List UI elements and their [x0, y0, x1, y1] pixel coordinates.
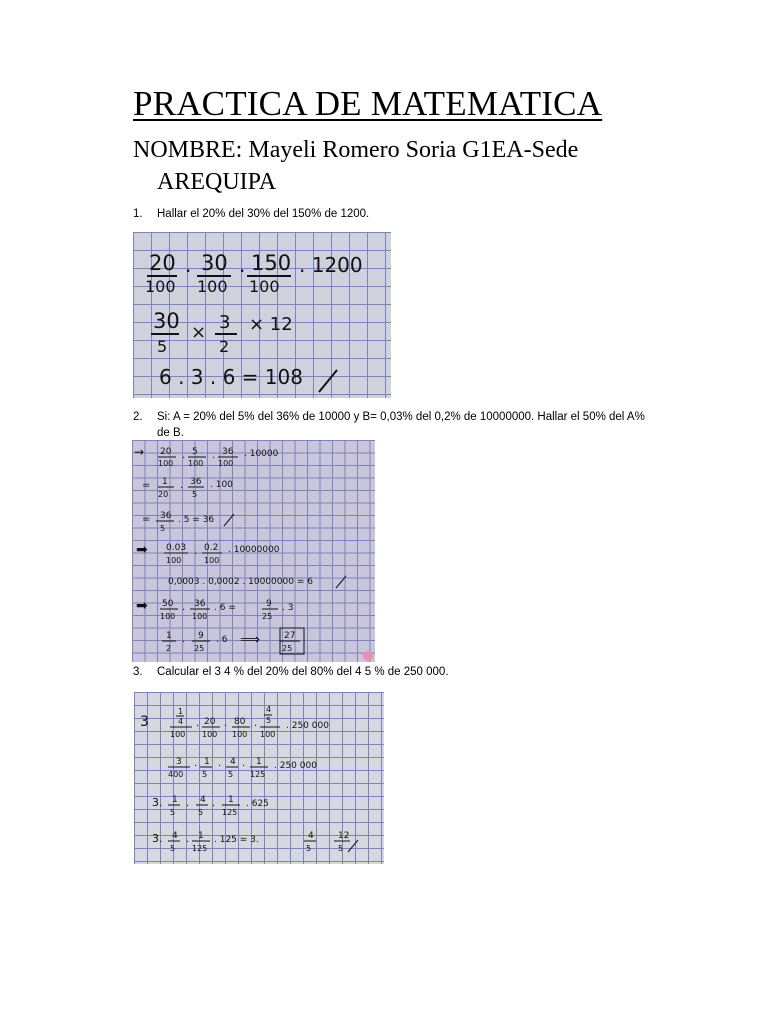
solution-3-handwriting	[134, 692, 384, 864]
hw-2-13: 36	[160, 511, 172, 521]
hw-3-35: 4	[308, 831, 314, 841]
hw-2-14: 5	[160, 524, 166, 533]
hw-2-16: 0.03	[166, 543, 187, 553]
hw-3-26: 1	[228, 795, 234, 805]
hw-2-18: 0.2	[204, 543, 219, 553]
hw-3-12: 3	[176, 757, 182, 767]
svg-text:.: .	[185, 253, 192, 277]
solution-2-handwriting	[132, 440, 375, 662]
svg-text:.: .	[186, 798, 190, 809]
hw-1-9: 5	[157, 337, 168, 356]
hw-1-11: 3	[219, 312, 231, 333]
hw-2-23: 100	[160, 612, 176, 621]
hw-3-15: 5	[202, 770, 208, 779]
hw-3-8: 4	[266, 705, 272, 714]
hw-2-34: . 6	[216, 635, 228, 645]
question-2-number: 2.	[133, 411, 143, 423]
hw-2-4: 100	[188, 459, 204, 468]
student-name	[133, 134, 653, 198]
svg-text:.: .	[212, 450, 216, 461]
hw-2-22: 50	[162, 599, 174, 609]
question-1-number: 1.	[133, 208, 143, 220]
hw-2-2: 100	[158, 459, 174, 468]
hw-1-6: 100	[249, 277, 280, 296]
hw-3-2: 1	[178, 707, 184, 716]
hw-2-32: 9	[198, 631, 204, 641]
svg-text:.: .	[212, 798, 216, 809]
hw-3-18: 1	[256, 757, 262, 767]
hw-3-17: 5	[228, 770, 234, 779]
hw-3-4: 20	[204, 717, 216, 727]
hw-2-8: 1	[162, 477, 168, 487]
hw-3-28: . 625	[246, 799, 269, 809]
hw-2-6: 100	[218, 459, 234, 468]
hw-3-11: . 250 000	[286, 721, 329, 731]
handwritten-solution-1-photo	[133, 232, 391, 398]
student-name-line1: NOMBRE: Mayeli Romero Soria G1EA-Sede	[133, 137, 579, 163]
hw-3-36: 5	[306, 844, 312, 853]
question-3-number: 3.	[133, 666, 143, 678]
question-3-text: Calcular el 3 4 % del 20% del 80% del 4 5 % de 250 000.	[157, 666, 449, 678]
handwritten-solution-3-photo	[134, 692, 384, 864]
hw-1-12: 2	[219, 337, 230, 356]
hw-1-10: ×	[191, 322, 207, 343]
hw-3-30: 4	[172, 831, 178, 841]
hw-2-3: 5	[192, 447, 198, 457]
hw-3-38: 5	[338, 844, 344, 853]
hw-2-5: 36	[222, 447, 234, 457]
hw-3-37: 12	[338, 831, 350, 841]
hw-2-10: 36	[190, 477, 202, 487]
hw-2-36: 25	[282, 644, 293, 653]
hw-2-35: 27	[284, 631, 296, 641]
hw-3-21: 3.	[152, 796, 163, 809]
svg-text:.: .	[182, 450, 186, 461]
hw-3-13: 400	[168, 770, 184, 779]
hw-1-8: 30	[153, 309, 180, 333]
hw-1-4: 100	[197, 277, 228, 296]
hw-2-31: 2	[166, 644, 172, 653]
question-2	[133, 409, 653, 441]
question-2-text: Si: A = 20% del 5% del 36% de 10000 y B= 0,03% del 0,2% de 10000000. Hallar el 50% del A% de B.	[157, 411, 645, 439]
hw-1-2: 100	[145, 277, 176, 296]
hw-2-27: 9	[266, 599, 272, 609]
hw-2-7: . 10000	[244, 449, 279, 459]
svg-text:.: .	[180, 480, 184, 491]
hw-3-22: 1	[172, 795, 178, 805]
hw-2-29: . 3	[282, 603, 294, 613]
svg-text:.: .	[239, 253, 246, 277]
hw-3-25: 5	[198, 808, 204, 817]
hw-3-16: 4	[230, 757, 236, 767]
hw-2-30: 1	[166, 631, 172, 641]
svg-text:=: =	[142, 514, 151, 525]
svg-text:.: .	[194, 758, 198, 769]
hw-1-13: × 12	[249, 314, 293, 335]
hw-3-9: 5	[266, 716, 272, 725]
hw-3-31: 5	[170, 844, 176, 853]
svg-text:.: .	[218, 758, 222, 769]
hw-1-3: 30	[201, 251, 228, 275]
hw-1-14: 6 . 3 . 6 = 108	[159, 365, 303, 389]
student-name-line2: AREQUIPA	[157, 169, 277, 195]
hw-3-34: . 125 = 3.	[214, 835, 259, 845]
hw-2-9: 20	[158, 490, 169, 499]
svg-text:.: .	[182, 602, 186, 613]
hw-2-1: 20	[160, 447, 172, 457]
svg-text:.: .	[186, 834, 190, 845]
svg-text:⟹: ⟹	[240, 632, 261, 648]
hw-3-29: 3.	[152, 832, 163, 845]
hw-2-11: 5	[192, 490, 198, 499]
hw-3-27: 125	[222, 808, 238, 817]
hw-2-28: 25	[262, 612, 273, 621]
hw-2-20: . 10000000	[228, 545, 280, 555]
hw-3-6: 80	[234, 717, 246, 727]
svg-text:.: .	[254, 718, 258, 729]
question-1-text: Hallar el 20% del 30% del 150% de 1200.	[157, 208, 370, 220]
hw-3-7: 100	[232, 730, 248, 739]
svg-text:➡: ➡	[136, 598, 148, 614]
hw-2-19: 100	[204, 556, 220, 565]
hw-3-33: 125	[192, 844, 208, 853]
hw-3-20: . 250 000	[274, 761, 317, 771]
hw-1-7: . 1200	[299, 253, 363, 277]
hw-2-24: 36	[194, 599, 206, 609]
svg-text:→: →	[134, 445, 145, 459]
hw-2-17: 100	[166, 556, 182, 565]
hw-1-5: 150	[251, 251, 292, 275]
page-title: PRACTICA DE MATEMATICA	[133, 84, 603, 123]
hw-2-21: 0,0003 . 0,0002 . 10000000 = 6	[168, 577, 313, 587]
hw-3-1: 3	[140, 714, 149, 730]
svg-text:=: =	[142, 480, 151, 491]
hw-1-1: 20	[149, 251, 176, 275]
hw-3-19: 125	[250, 770, 266, 779]
svg-text:.: .	[242, 758, 246, 769]
svg-text:.: .	[224, 718, 228, 729]
hw-3-23: 5	[170, 808, 176, 817]
hw-2-12: . 100	[210, 480, 233, 490]
hw-2-26: . 6 =	[214, 603, 236, 613]
hw-2-25: 100	[192, 612, 208, 621]
solution-1-handwriting	[133, 232, 391, 398]
hw-3-5: 100	[202, 730, 218, 739]
hw-3-32: 1	[198, 831, 204, 841]
svg-text:.: .	[182, 634, 186, 645]
hw-2-15: . 5 = 36	[178, 515, 215, 525]
question-3	[133, 664, 653, 680]
svg-text:.: .	[194, 546, 198, 557]
hw-3-14: 1	[204, 757, 210, 767]
hw-3-10: 100	[260, 730, 276, 739]
svg-text:.: .	[196, 718, 200, 729]
hw-2-33: 25	[194, 644, 205, 653]
svg-text:➡: ➡	[136, 542, 148, 558]
handwritten-solution-2-photo	[132, 440, 375, 662]
hw-3-3: 4	[178, 717, 184, 726]
svg-text:100: 100	[170, 730, 186, 739]
hw-3-24: 4	[200, 795, 206, 805]
question-1	[133, 206, 653, 222]
